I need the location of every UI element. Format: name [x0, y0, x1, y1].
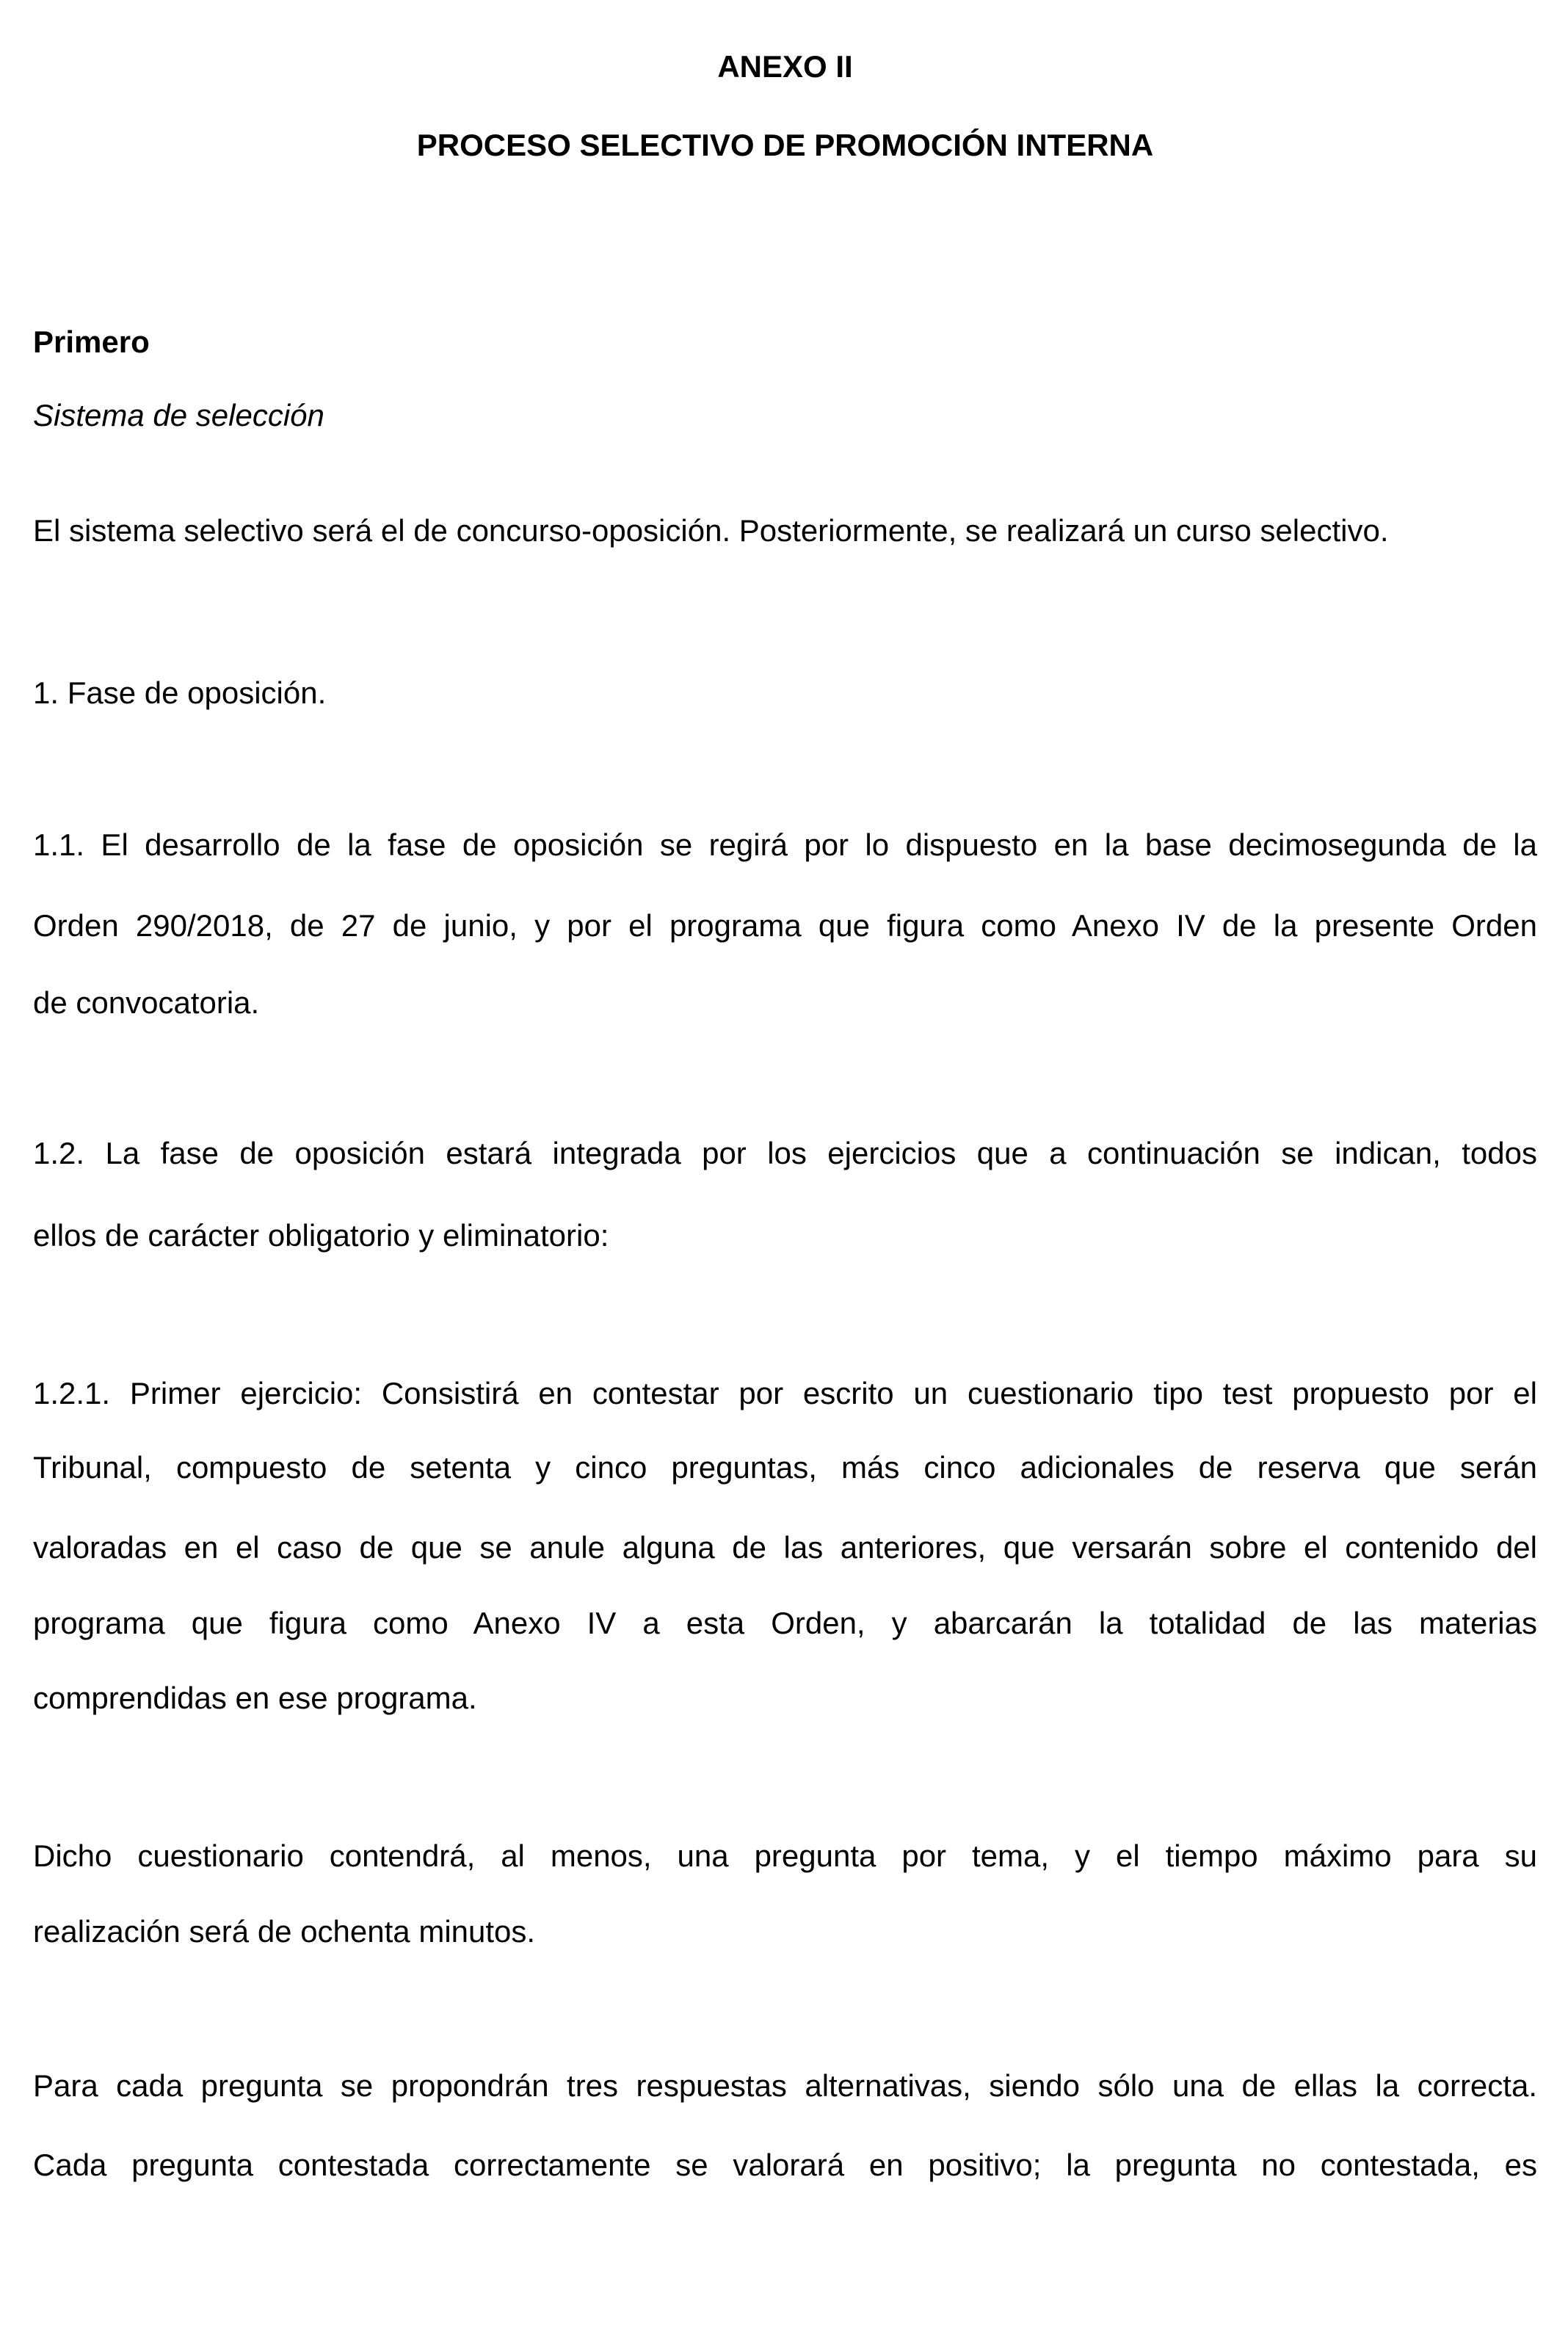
paragraph-cuestionario-line-2: realización será de ochenta minutos. — [33, 1914, 536, 1949]
paragraph-1-1-line-3: de convocatoria. — [33, 985, 260, 1020]
paragraph-1-2-1-line-4: programa que figura como Anexo IV a esta Orden, y abarcarán la totalidad de las materias — [33, 1606, 1537, 1640]
section-subheading-sistema: Sistema de selección — [33, 398, 324, 432]
paragraph-sistema-line-1: El sistema selectivo será el de concurso-oposición. Posteriormente, se realizará un curso selectivo. — [33, 513, 1389, 548]
paragraph-1-2-line-2: ellos de carácter obligatorio y eliminatorio: — [33, 1218, 609, 1253]
paragraph-cuestionario-line-1: Dicho cuestionario contendrá, al menos, una pregunta por tema, y el tiempo máximo para su — [33, 1838, 1537, 1873]
paragraph-1-1-line-1: 1.1. El desarrollo de la fase de oposición se regirá por lo dispuesto en la base decimosegunda de la — [33, 827, 1537, 862]
doc-title: ANEXO II — [717, 49, 853, 84]
heading-fase-oposicion: 1. Fase de oposición. — [33, 675, 327, 710]
paragraph-preguntas-line-1: Para cada pregunta se propondrán tres respuestas alternativas, siendo sólo una de ellas la correcta. — [33, 2068, 1537, 2103]
section-heading-primero: Primero — [33, 325, 150, 359]
paragraph-1-2-1-line-5: comprendidas en ese programa. — [33, 1681, 477, 1715]
paragraph-1-1-line-2: Orden 290/2018, de 27 de junio, y por el programa que figura como Anexo IV de la presente Orden — [33, 908, 1537, 943]
paragraph-preguntas-line-2: Cada pregunta contestada correctamente se valorará en positivo; la pregunta no contestada, es — [33, 2148, 1537, 2182]
doc-subtitle: PROCESO SELECTIVO DE PROMOCIÓN INTERNA — [416, 128, 1154, 162]
paragraph-1-2-line-1: 1.2. La fase de oposición estará integrada por los ejercicios que a continuación se indican, todos — [33, 1136, 1537, 1170]
paragraph-1-2-1-line-1: 1.2.1. Primer ejercicio: Consistirá en contestar por escrito un cuestionario tipo test propuesto por el — [33, 1376, 1537, 1410]
paragraph-1-2-1-line-3: valoradas en el caso de que se anule alguna de las anteriores, que versarán sobre el contenido del — [33, 1530, 1537, 1565]
paragraph-1-2-1-line-2: Tribunal, compuesto de setenta y cinco preguntas, más cinco adicionales de reserva que serán — [33, 1450, 1537, 1485]
